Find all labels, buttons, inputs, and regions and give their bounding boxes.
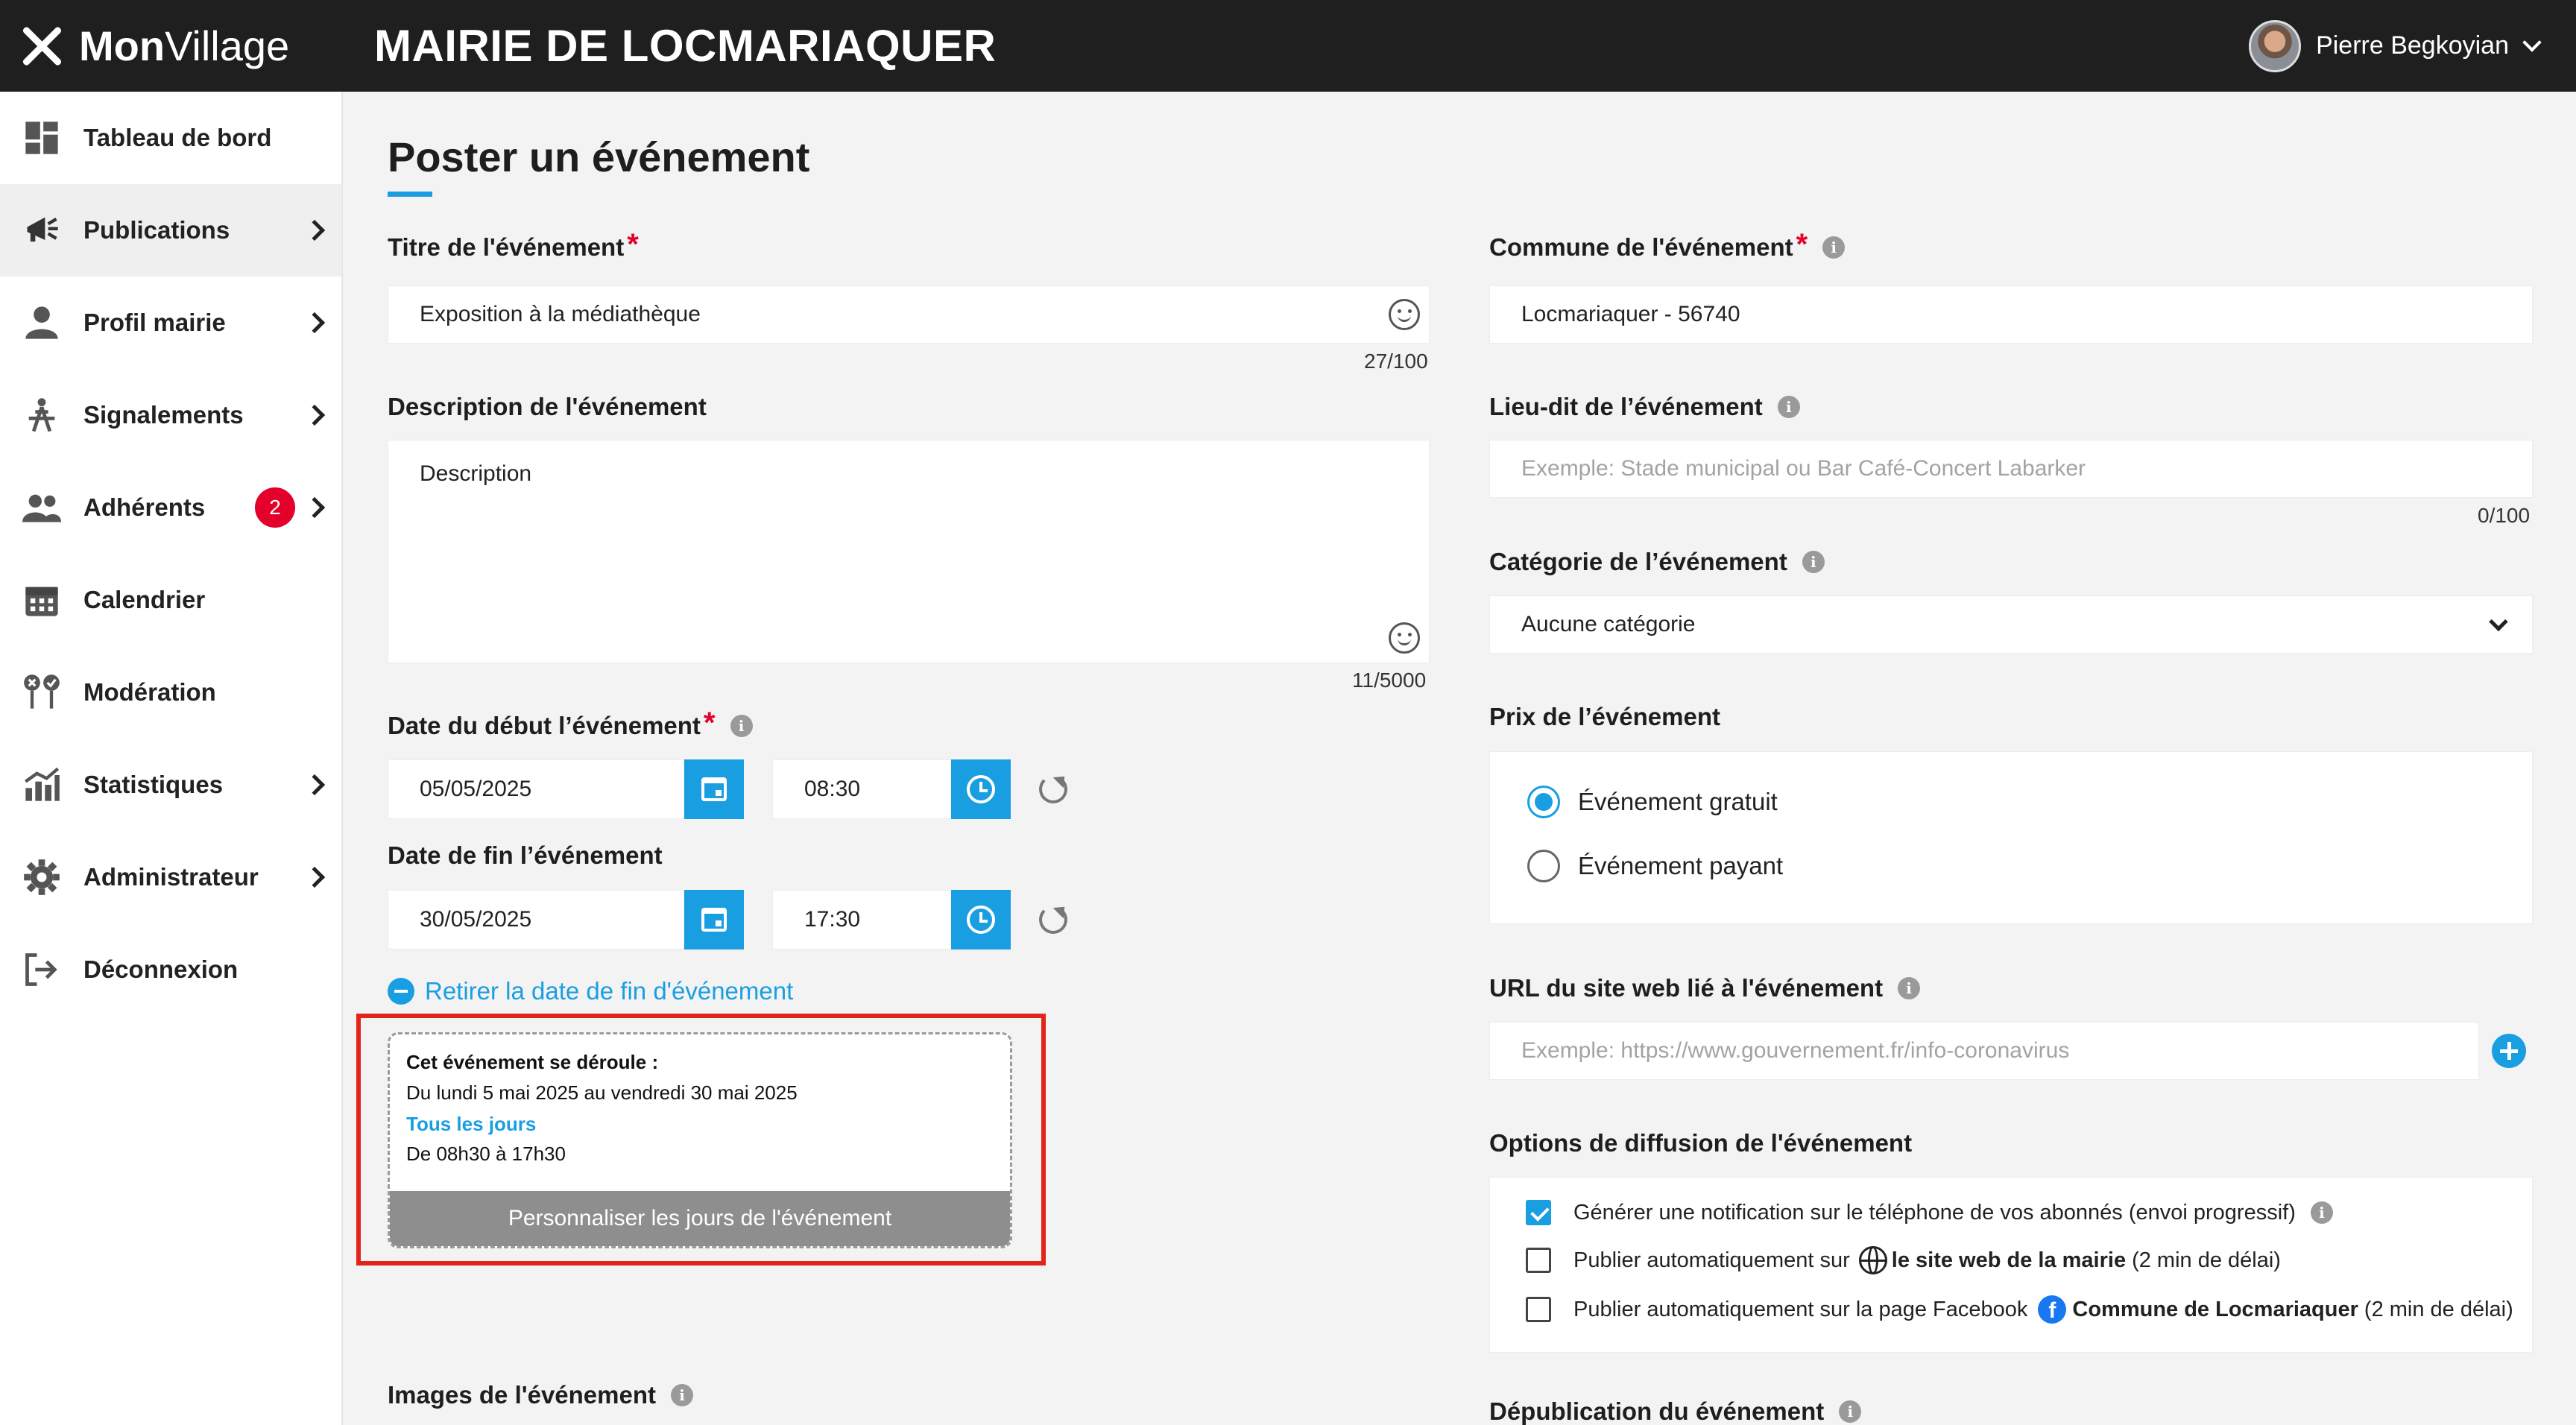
sidebar-item-administrateur[interactable] [0, 831, 341, 923]
chevron-down-icon [2489, 613, 2507, 631]
clock-icon [967, 906, 995, 934]
chevron-down-icon [2522, 33, 2541, 51]
title-counter: 27/100 [1364, 350, 1428, 373]
sidebar-item-profil-mairie[interactable] [0, 277, 341, 369]
sidebar-item-tableau-de-bord[interactable] [0, 92, 341, 184]
description-counter: 11/5000 [1352, 669, 1427, 692]
warning-icon [21, 394, 63, 436]
user-menu[interactable] [2249, 0, 2539, 92]
category-label: Catégorie de l’événement i [1489, 548, 1825, 576]
top-bar [0, 0, 2576, 92]
end-time-picker-button[interactable] [951, 890, 1011, 950]
user-name: Pierre Begkoyian [2316, 31, 2509, 60]
sidebar-item-label: Déconnexion [83, 955, 239, 983]
notification-badge: 2 [255, 487, 295, 528]
start-time-picker-button[interactable] [951, 759, 1011, 819]
sidebar-item-signalements[interactable] [0, 369, 341, 461]
sidebar-item-adherents[interactable] [0, 461, 341, 554]
brand-x-icon [19, 24, 64, 69]
avatar [2249, 20, 2301, 72]
description-textarea[interactable]: Description [388, 440, 1430, 663]
person-icon [21, 302, 63, 344]
sidebar-item-statistiques[interactable] [0, 739, 341, 831]
dashboard-icon [21, 117, 63, 159]
price-label: Prix de l’événement [1489, 703, 1720, 730]
title-input[interactable]: Exposition à la médiathèque [388, 285, 1430, 344]
mairie-title: MAIRIE DE LOCMARIAQUER [374, 21, 997, 71]
radio-selected[interactable] [1527, 786, 1560, 818]
images-label: Images de l'événement i [388, 1381, 693, 1409]
info-icon[interactable]: i [671, 1384, 693, 1406]
sidebar-item-label: Modération [83, 678, 216, 706]
clock-icon [967, 775, 995, 803]
logout-icon [21, 949, 63, 990]
chevron-right-icon [304, 405, 325, 426]
commune-label: Commune de l'événement * i [1489, 233, 1845, 262]
sidebar-item-label: Administrateur [83, 863, 259, 891]
checkbox-unchecked[interactable] [1526, 1248, 1551, 1273]
calendar-icon [21, 579, 63, 621]
sidebar-item-publications[interactable] [0, 184, 341, 277]
price-card [1489, 751, 2533, 924]
customize-days-button[interactable]: Personnaliser les jours de l'événement [390, 1191, 1010, 1246]
sidebar-item-calendrier[interactable] [0, 554, 341, 646]
globe-icon [1859, 1246, 1887, 1274]
sidebar-item-moderation[interactable] [0, 646, 341, 739]
summary-hours: De 08h30 à 17h30 [406, 1143, 566, 1165]
sidebar-item-label: Signalements [83, 401, 244, 429]
brand-logo[interactable] [0, 0, 343, 92]
checkbox-checked[interactable] [1526, 1200, 1551, 1225]
calendar-icon [701, 908, 727, 932]
info-icon[interactable]: i [1822, 236, 1845, 259]
gear-icon [21, 856, 63, 898]
remove-end-date-link[interactable]: Retirer la date de fin d'événement [388, 977, 793, 1005]
sidebar-item-label: Adhérents [83, 493, 206, 521]
chevron-right-icon [304, 312, 325, 333]
sidebar-item-label: Statistiques [83, 771, 224, 798]
brand-name: MonVillage [79, 22, 290, 69]
end-time-input[interactable]: 17:30 [772, 890, 966, 950]
end-date-input[interactable]: 30/05/2025 [388, 890, 684, 950]
url-label: URL du site web lié à l'événement i [1489, 974, 1920, 1002]
summary-range: Du lundi 5 mai 2025 au vendredi 30 mai 2025 [406, 1081, 798, 1104]
lieu-label: Lieu-dit de l’événement i [1489, 393, 1800, 421]
site-option[interactable]: Publier automatiquement sur le site web de la mairie (2 min de délai) [1526, 1246, 2281, 1274]
sidebar-item-label: Tableau de bord [83, 124, 272, 151]
category-select[interactable]: Aucune catégorie [1489, 595, 2533, 654]
start-time-input[interactable]: 08:30 [772, 759, 966, 819]
page-title: Poster un événement [388, 133, 810, 180]
end-date-label: Date de fin l’événement [388, 841, 663, 869]
moderation-icon [21, 672, 63, 713]
chevron-right-icon [304, 867, 325, 888]
start-date-label: Date du début l’événement * i [388, 712, 753, 740]
info-icon[interactable]: i [2311, 1201, 2333, 1224]
price-option-free[interactable]: Événement gratuit [1527, 786, 1778, 818]
facebook-option[interactable]: Publier automatiquement sur la page Facebook f Commune de Locmariaquer (2 min de délai) [1526, 1295, 2513, 1324]
required-asterisk: * [703, 706, 716, 739]
add-url-button[interactable] [2492, 1034, 2526, 1068]
url-input[interactable]: Exemple: https://www.gouvernement.fr/info-coronavirus [1489, 1022, 2479, 1080]
calendar-icon [701, 777, 727, 801]
start-date-input[interactable]: 05/05/2025 [388, 759, 684, 819]
sidebar [0, 92, 343, 1425]
group-icon [21, 487, 63, 528]
event-summary [388, 1032, 1012, 1248]
title-underline [388, 192, 432, 197]
summary-frequency[interactable]: Tous les jours [406, 1113, 537, 1135]
notif-option[interactable]: Générer une notification sur le téléphone de vos abonnés (envoi progressif) i [1526, 1200, 2333, 1225]
reset-icon[interactable] [1039, 775, 1067, 803]
info-icon[interactable]: i [730, 715, 753, 737]
chevron-right-icon [304, 774, 325, 795]
sidebar-item-label: Profil mairie [83, 309, 226, 336]
lieu-counter: 0/100 [2478, 504, 2531, 527]
chevron-right-icon [304, 497, 325, 518]
megaphone-icon [21, 209, 63, 251]
reset-icon[interactable] [1039, 906, 1067, 934]
minus-circle-icon [388, 978, 414, 1005]
emoji-icon[interactable] [1389, 299, 1420, 330]
summary-heading: Cet événement se déroule : [406, 1051, 659, 1073]
description-label: Description de l'événement [388, 393, 707, 420]
info-icon[interactable]: i [1839, 1400, 1861, 1423]
title-label: Titre de l'événement * [388, 227, 639, 261]
info-icon[interactable]: i [1898, 977, 1920, 999]
commune-input[interactable]: Locmariaquer - 56740 [1489, 285, 2533, 344]
sidebar-item-deconnexion[interactable] [0, 923, 341, 1016]
chevron-right-icon [304, 220, 325, 241]
required-asterisk: * [627, 227, 639, 261]
radio-unselected[interactable] [1527, 850, 1560, 882]
emoji-icon[interactable] [1389, 622, 1420, 654]
stats-icon [21, 764, 63, 806]
sidebar-item-label: Publications [83, 216, 230, 244]
lieu-input[interactable]: Exemple: Stade municipal ou Bar Café-Concert Labarker [1489, 440, 2533, 498]
checkbox-unchecked[interactable] [1526, 1297, 1551, 1322]
info-icon[interactable]: i [1778, 396, 1800, 418]
diffusion-label: Options de diffusion de l'événement [1489, 1129, 1913, 1157]
facebook-icon: f [2038, 1295, 2066, 1324]
diffusion-card [1489, 1177, 2533, 1353]
end-date-picker-button[interactable] [684, 890, 744, 950]
required-asterisk: * [1796, 227, 1808, 261]
depublication-label: Dépublication du événement i [1489, 1397, 1861, 1425]
start-date-picker-button[interactable] [684, 759, 744, 819]
sidebar-item-label: Calendrier [83, 586, 206, 613]
info-icon[interactable]: i [1802, 551, 1825, 573]
price-option-paid[interactable]: Événement payant [1527, 850, 1783, 882]
